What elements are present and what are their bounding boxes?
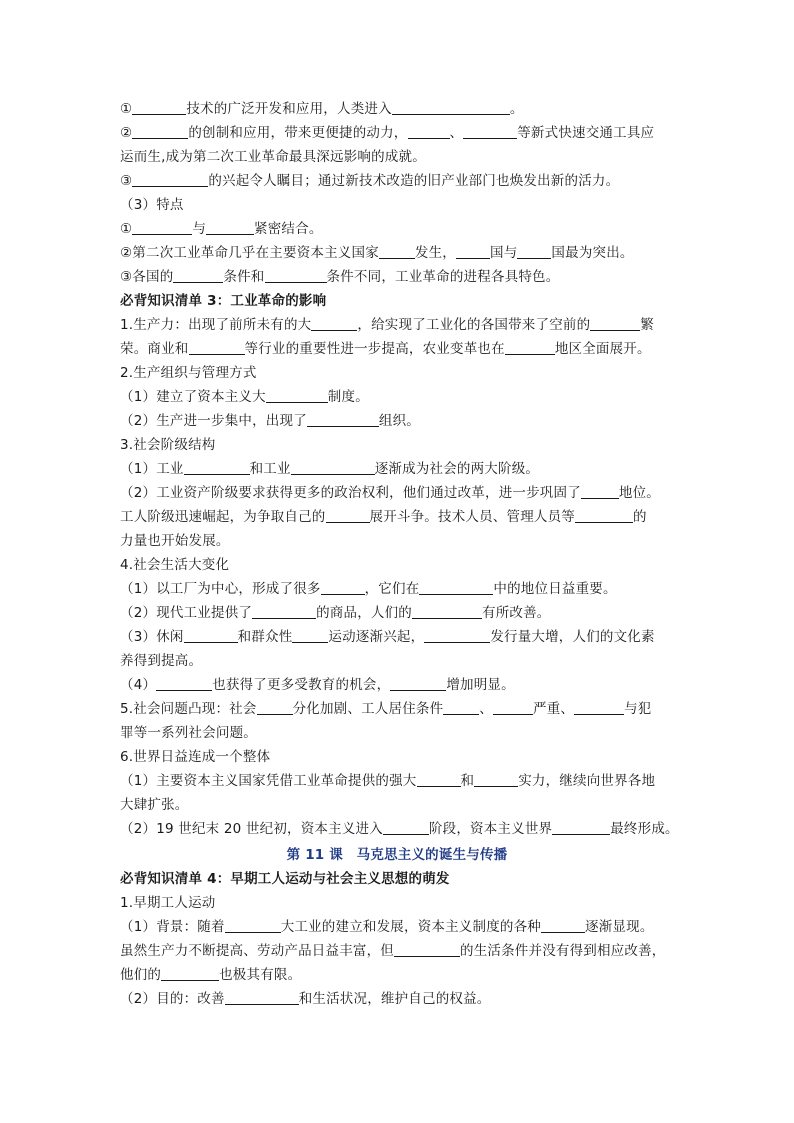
blank <box>321 580 365 595</box>
blank <box>132 100 186 115</box>
text-line: （1）背景：随着 大工业的建立和发展，资本主义制度的各种 逐渐显现。 <box>120 919 654 935</box>
blank <box>505 340 555 355</box>
text-line: ③ 的兴起令人瞩目；通过新技术改造的旧产业部门也焕发出新的活力。 <box>120 173 620 189</box>
text-line: （2）工业资产阶级要求获得更多的政治权利，他们通过改革，进一步巩固了 地位。 <box>120 485 660 501</box>
lesson-title: 第 11 课 马克思主义的诞生与传播 <box>286 847 508 863</box>
blank <box>424 628 490 643</box>
blank <box>408 124 450 139</box>
text-line: 2.生产组织与管理方式 <box>120 365 257 381</box>
blank <box>156 676 212 691</box>
blank <box>590 316 640 331</box>
blank <box>257 700 293 715</box>
blank <box>326 508 370 523</box>
blank <box>291 460 375 475</box>
blank <box>225 990 299 1005</box>
text-line: （2）生产进一步集中，出现了 组织。 <box>120 413 420 429</box>
blank <box>307 412 379 427</box>
blank <box>474 772 518 787</box>
section-heading: 必背知识清单 4：早期工人运动与社会主义思想的萌发 <box>120 871 450 887</box>
text-line: （1）以工厂为中心，形成了很多 ，它们在 中的地位日益重要。 <box>120 581 617 597</box>
blank <box>184 628 238 643</box>
blank <box>311 316 357 331</box>
blank <box>541 918 585 933</box>
text-line: 他们的 也极其有限。 <box>120 967 302 983</box>
blank <box>552 820 610 835</box>
blank <box>493 700 533 715</box>
text-line: ②第二次工业革命几乎在主要资本主义国家 发生， 国与 国最为突出。 <box>120 245 634 261</box>
blank <box>417 772 461 787</box>
blank <box>292 628 328 643</box>
text-line: （4） 也获得了更多受教育的机会， 增加明显。 <box>120 677 515 693</box>
blank <box>379 244 415 259</box>
text-line: 大肆扩张。 <box>120 797 189 813</box>
blank <box>390 676 446 691</box>
text-line: 运而生,成为第二次工业革命最具深远影响的成就。 <box>120 149 426 165</box>
blank <box>463 124 517 139</box>
text-line: （1）主要资本主义国家凭借工业革命提供的强大 和 实力，继续向世界各地 <box>120 773 656 789</box>
text-line: 养得到提高。 <box>120 653 203 669</box>
blank <box>173 268 223 283</box>
text-line: （1）工业 和工业 逐渐成为社会的两大阶级。 <box>120 461 540 477</box>
text-line: ② 的创制和应用，带来更便捷的动力， 、 等新式快速交通工具应 <box>120 125 655 141</box>
blank <box>383 820 429 835</box>
blank <box>132 172 208 187</box>
blank <box>392 100 510 115</box>
blank <box>456 244 490 259</box>
text-line: （2）19 世纪末 20 世纪初，资本主义进入 阶段，资本主义世界 最终形成。 <box>120 821 679 837</box>
text-line: 4.社会生活大变化 <box>120 557 230 573</box>
blank <box>184 460 250 475</box>
text-line: （2）现代工业提供了 的商品，人们的 有所改善。 <box>120 605 551 621</box>
blank <box>575 508 633 523</box>
text-line: （3）休闲 和群众性 运动逐渐兴起， 发行量大增，人们的文化素 <box>120 629 655 645</box>
text-line: 1.早期工人运动 <box>120 895 216 911</box>
text-line: 罪等一系列社会问题。 <box>120 725 257 741</box>
text-line: 荣。商业和 等行业的重要性进一步提高，农业变革也在 地区全面展开。 <box>120 341 651 357</box>
text-line: 6.世界日益连成一个整体 <box>120 749 271 765</box>
blank <box>266 388 328 403</box>
blank <box>394 942 460 957</box>
text-line: 3.社会阶级结构 <box>120 437 216 453</box>
text-line: 虽然生产力不断提高、劳动产品日益丰富，但 的生活条件并没有得到相应改善， <box>120 943 666 959</box>
blank <box>581 484 619 499</box>
text-line: ① 技术的广泛开发和应用，人类进入 。 <box>120 101 524 117</box>
blank <box>132 124 188 139</box>
text-line: 1.生产力：出现了前所未有的大 ，给实现了工业化的各国带来了空前的 繁 <box>120 317 654 333</box>
blank <box>132 220 192 235</box>
blank <box>574 700 624 715</box>
blank <box>419 580 493 595</box>
text-line: 工人阶级迅速崛起，为争取自己的 展开斗争。技术人员、管理人员等 的 <box>120 509 647 525</box>
blank <box>412 604 482 619</box>
blank <box>189 340 245 355</box>
text-line: ① 与 紧密结合。 <box>120 221 323 237</box>
blank <box>161 966 219 981</box>
text-line: 力量也开始发展。 <box>120 533 230 549</box>
text-line: （3）特点 <box>120 197 184 213</box>
blank <box>265 268 327 283</box>
text-line: （1）建立了资本主义大 制度。 <box>120 389 369 405</box>
section-heading: 必背知识清单 3：工业革命的影响 <box>120 293 327 309</box>
blank <box>225 918 281 933</box>
text-line: ③各国的 条件和 条件不同，工业革命的进程各具特色。 <box>120 269 560 285</box>
blank <box>517 244 551 259</box>
text-line: （2）目的：改善 和生活状况，维护自己的权益。 <box>120 991 491 1007</box>
blank <box>206 220 254 235</box>
blank <box>443 700 479 715</box>
text-line: 5.社会问题凸现：社会 分化加剧、工人居住条件 、 严重、 与犯 <box>120 701 652 717</box>
blank <box>252 604 316 619</box>
